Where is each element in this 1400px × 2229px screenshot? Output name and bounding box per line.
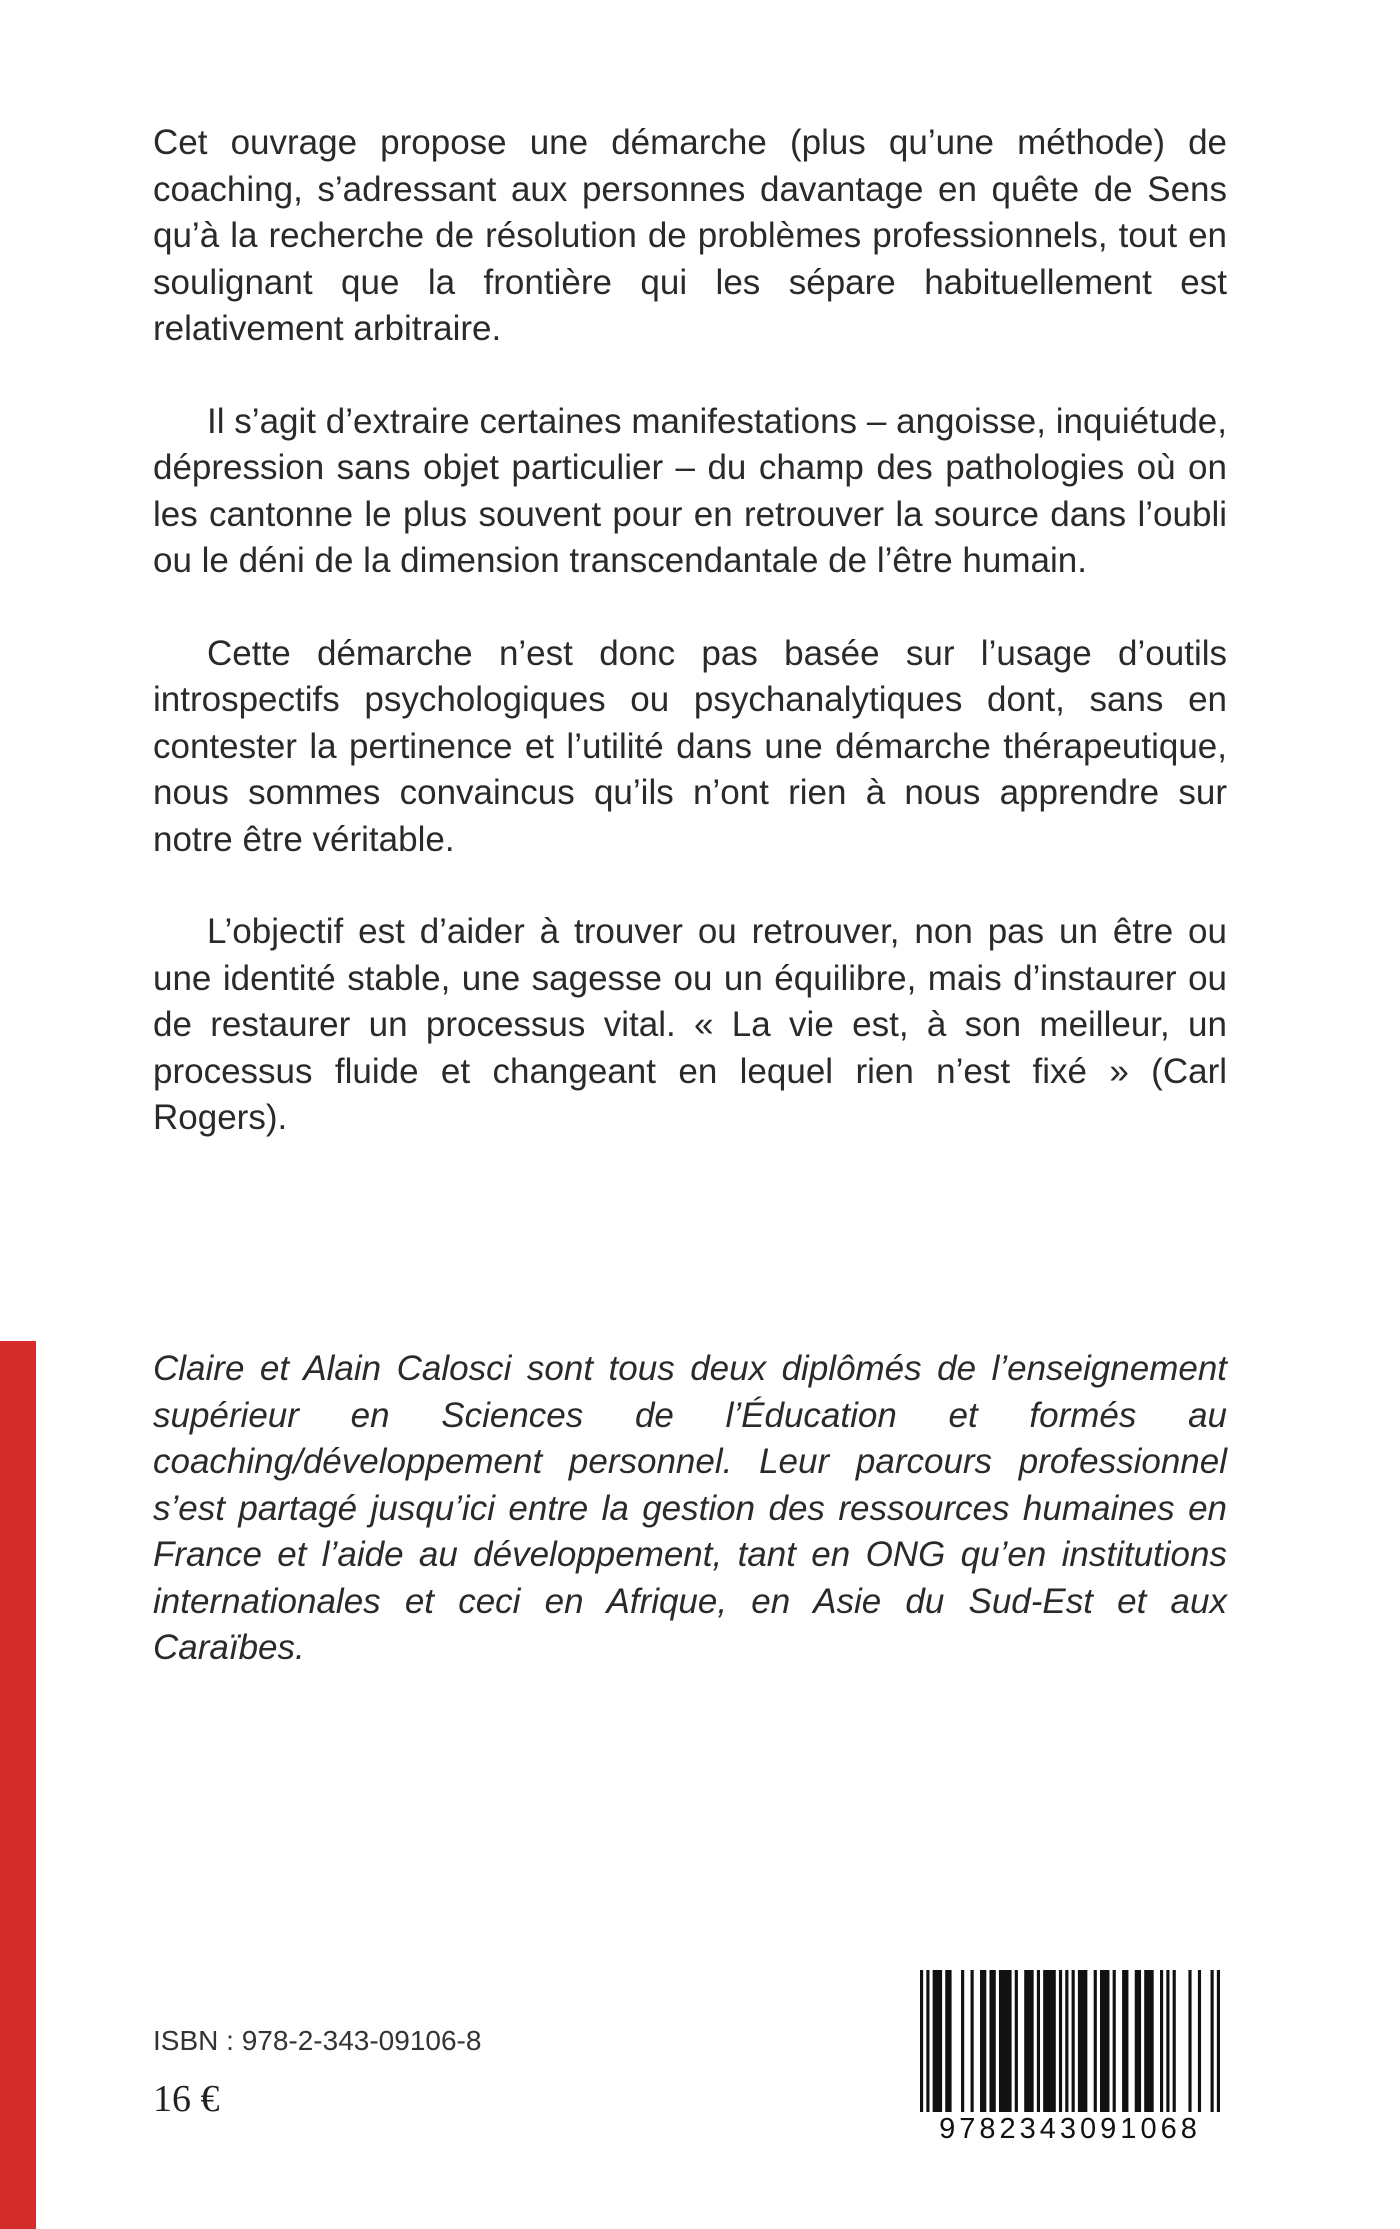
barcode-bar xyxy=(980,1970,986,2118)
barcode-bar xyxy=(1043,1970,1056,2118)
barcode-bar xyxy=(1144,1970,1153,2118)
barcode-bar xyxy=(1065,1970,1068,2118)
barcode-bar xyxy=(1037,1970,1040,2118)
barcode xyxy=(920,1970,1220,2150)
synopsis-paragraph-2: Il s’agit d’extraire certaines manifestations – angoisse, inquiétude, dépression sans objet particulier – du champ des pathologies où on les cantonne le plus souvent pour en retrouver la source dans l’oubli ou le déni de la dimension transcendantale de l’être humain. xyxy=(153,401,1227,580)
barcode-bar xyxy=(1094,1970,1097,2118)
barcode-bar xyxy=(933,1970,942,2118)
synopsis-paragraph-4: L’objectif est d’aider à trouver ou retrouver, non pas un être ou une identité stable, une sagesse ou un équilibre, mais d’instaurer ou de restaurer un processus vital. « La vie est, à son meilleur, un processus fluide et changeant en lequel rien n’est fixé » (Carl Rogers). xyxy=(153,912,1227,1137)
barcode-bar xyxy=(1188,1970,1191,2118)
barcode-bar xyxy=(989,1970,995,2118)
barcode-bar xyxy=(945,1970,951,2118)
barcode-bar xyxy=(1024,1970,1033,2118)
barcode-bar xyxy=(1166,1970,1169,2118)
barcode-bar xyxy=(1015,1970,1018,2118)
isbn-number: ISBN : 978-2-343-09106-8 xyxy=(153,2025,482,2056)
barcode-bar xyxy=(999,1970,1012,2118)
barcode-bar xyxy=(926,1970,929,2118)
barcode-bars xyxy=(920,1970,1220,2118)
author-names: Claire et Alain Calosci xyxy=(153,1349,512,1388)
barcode-bar xyxy=(1135,1970,1141,2118)
red-accent-bar xyxy=(0,1341,36,2229)
barcode-bar xyxy=(1113,1970,1116,2118)
barcode-bar xyxy=(1078,1970,1087,2118)
barcode-bar xyxy=(1173,1970,1176,2118)
barcode-bar xyxy=(1211,1970,1214,2118)
barcode-digits: 9782343091068 xyxy=(920,2112,1220,2146)
barcode-bar xyxy=(1217,1970,1220,2118)
barcode-bar xyxy=(1122,1970,1128,2118)
synopsis-paragraph-3: Cette démarche n’est donc pas basée sur l’usage d’outils introspectifs psychologiques ou psychanalytiques dont, sans en contester la pertinence et l’utilité dans une démarche thérapeutique, nous sommes convaincus qu’ils n’ont rien à nous apprendre sur notre être véritable. xyxy=(153,633,1227,859)
author-bio xyxy=(153,1346,1227,1672)
barcode-bar xyxy=(1160,1970,1163,2118)
barcode-bar xyxy=(1059,1970,1062,2118)
synopsis-paragraph-1: Cet ouvrage propose une démarche (plus qu’une méthode) de coaching, s’adressant aux personnes davantage en quête de Sens qu’à la recherche de résolution de problèmes professionnels, tout en soulignant que la frontière qui les sépare habituellement est relativement arbitraire. xyxy=(153,123,1227,348)
author-bio-text: sont tous deux diplômés de l’enseignement supérieur en Sciences de l’Éducation et formés au coaching/développement personnel. Leur parcours professionnel s’est partagé jusqu’ici entre la gestion des ressources humaines en France et l’aide au développement, tant en ONG qu’en institutions internationales et ceci en Afrique, en Asie du Sud-Est et aux Caraïbes. xyxy=(153,1349,1228,1667)
barcode-bar xyxy=(920,1970,923,2118)
barcode-bar xyxy=(1198,1970,1201,2118)
price: 16 € xyxy=(153,2078,220,2120)
barcode-bar xyxy=(961,1970,964,2118)
barcode-bar xyxy=(1100,1970,1109,2118)
barcode-bar xyxy=(971,1970,974,2118)
synopsis xyxy=(153,120,1227,1142)
barcode-bar xyxy=(1072,1970,1075,2118)
